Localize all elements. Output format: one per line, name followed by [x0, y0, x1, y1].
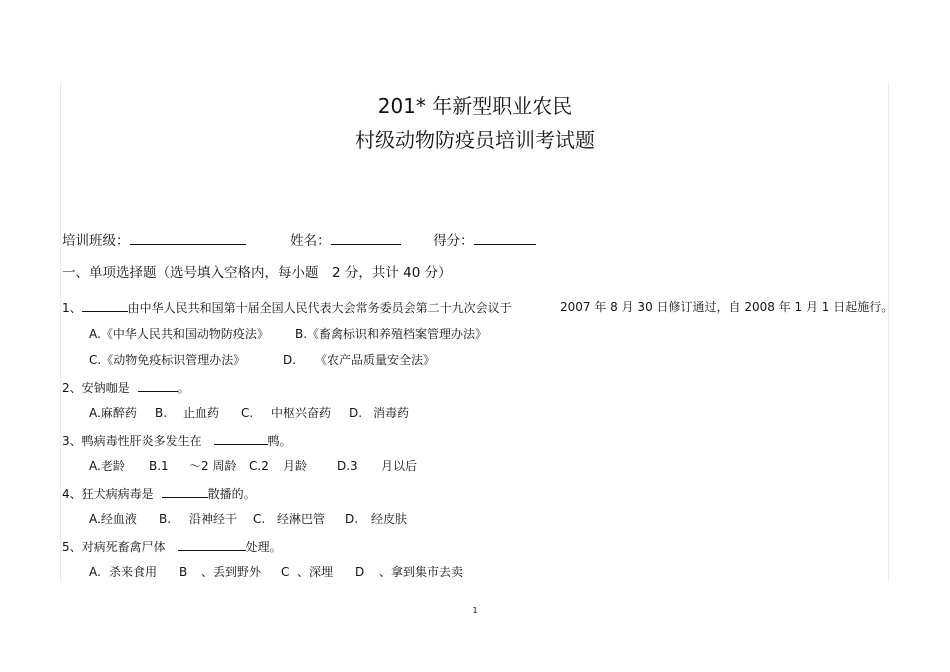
name-blank: [331, 232, 401, 245]
doc-title-line2: 村级动物防疫员培训考试题: [355, 128, 595, 152]
question-stem: 由中华人民共和国第十届全国人民代表大会常务委员会第二十九次会议于: [127, 301, 512, 315]
question-number: 4、: [62, 487, 82, 501]
question-stem: 对病死畜禽尸体: [81, 540, 166, 554]
question-number: 5、: [62, 540, 82, 554]
option-b-text: 、丢到野外: [201, 565, 262, 579]
answer-blank: [138, 379, 178, 392]
option-b-text: 止血药: [183, 406, 220, 420]
left-margin-line: [60, 82, 61, 582]
option-d-text: 消毒药: [373, 406, 410, 420]
option-d-text: 《农产品质量安全法》: [315, 353, 436, 367]
option-c-text: 经淋巴管: [277, 512, 326, 526]
question-2: [62, 379, 190, 396]
question-number: 2、: [62, 381, 82, 395]
question-number: 1、: [62, 301, 82, 315]
student-info-row: [62, 232, 536, 249]
question-stem: 安钠咖是: [81, 381, 130, 395]
option-b-text: ～2 周龄: [189, 459, 237, 473]
question-1-stem-tail: 2007 年 8 月 30 日修订通过，自 2008 年 1 月 1 日起施行。: [560, 300, 894, 314]
question-stem-tail: 。: [177, 381, 190, 395]
class-blank: [130, 232, 246, 245]
class-label: 培训班级：: [62, 233, 130, 249]
option-b-letter: B.1: [149, 459, 169, 473]
option-a-text: 杀来食用: [109, 565, 158, 579]
question-1: [62, 299, 512, 316]
option-d-letter: D: [355, 565, 365, 579]
option-d-text: 、拿到集市去卖: [379, 565, 464, 579]
question-number: 3、: [62, 434, 82, 448]
option-a: A.老龄: [89, 459, 125, 473]
option-c-letter: C.: [241, 406, 254, 420]
option-c-text: 、深埋: [297, 565, 334, 579]
page-number: 1: [472, 606, 478, 615]
option-d-text: 月以后: [381, 459, 418, 473]
option-d-letter: D.: [283, 353, 297, 367]
option-c-letter: C.2: [249, 459, 269, 473]
question-5: [62, 538, 282, 555]
option-b-letter: B: [179, 565, 188, 579]
score-label: 得分：: [433, 233, 474, 249]
option-d-letter: D.: [345, 512, 359, 526]
name-label: 姓名：: [290, 233, 331, 249]
option-a: A.经血液: [89, 512, 137, 526]
question-stem-tail: 散播的。: [207, 487, 256, 501]
option-b: B.《畜禽标识和养殖档案管理办法》: [295, 327, 488, 341]
question-3: [62, 432, 292, 449]
right-margin-line: [888, 82, 889, 582]
option-a-letter: A.: [89, 565, 101, 579]
question-stem: 狂犬病病毒是: [81, 487, 154, 501]
option-b-letter: B.: [155, 406, 168, 420]
question-stem-tail: 鸭。: [267, 434, 292, 448]
answer-blank: [178, 538, 246, 551]
option-c: C.《动物免疫标识管理办法》: [89, 353, 246, 367]
option-c-letter: C: [281, 565, 290, 579]
option-d-letter: D.: [349, 406, 363, 420]
option-a: A.《中华人民共和国动物防疫法》: [89, 327, 269, 341]
option-b-text: 沿神经干: [189, 512, 238, 526]
section-heading: 一、单项选择题（选号填入空格内，每小题 2 分，共计 40 分）: [62, 265, 452, 281]
option-c-text: 月龄: [283, 459, 308, 473]
score-blank: [474, 232, 536, 245]
answer-blank: [82, 299, 128, 312]
question-stem: 鸭病毒性肝炎多发生在: [81, 434, 202, 448]
question-4: [62, 485, 256, 502]
option-a: A.麻醉药: [89, 406, 137, 420]
doc-title-line1: 201* 年新型职业农民: [377, 94, 573, 118]
answer-blank: [162, 485, 208, 498]
option-c-letter: C.: [253, 512, 266, 526]
question-stem-tail: 处理。: [245, 540, 282, 554]
answer-blank: [214, 432, 268, 445]
option-d-text: 经皮肤: [371, 512, 408, 526]
option-d-letter: D.3: [337, 459, 358, 473]
option-c-text: 中枢兴奋药: [271, 406, 332, 420]
option-b-letter: B.: [159, 512, 172, 526]
